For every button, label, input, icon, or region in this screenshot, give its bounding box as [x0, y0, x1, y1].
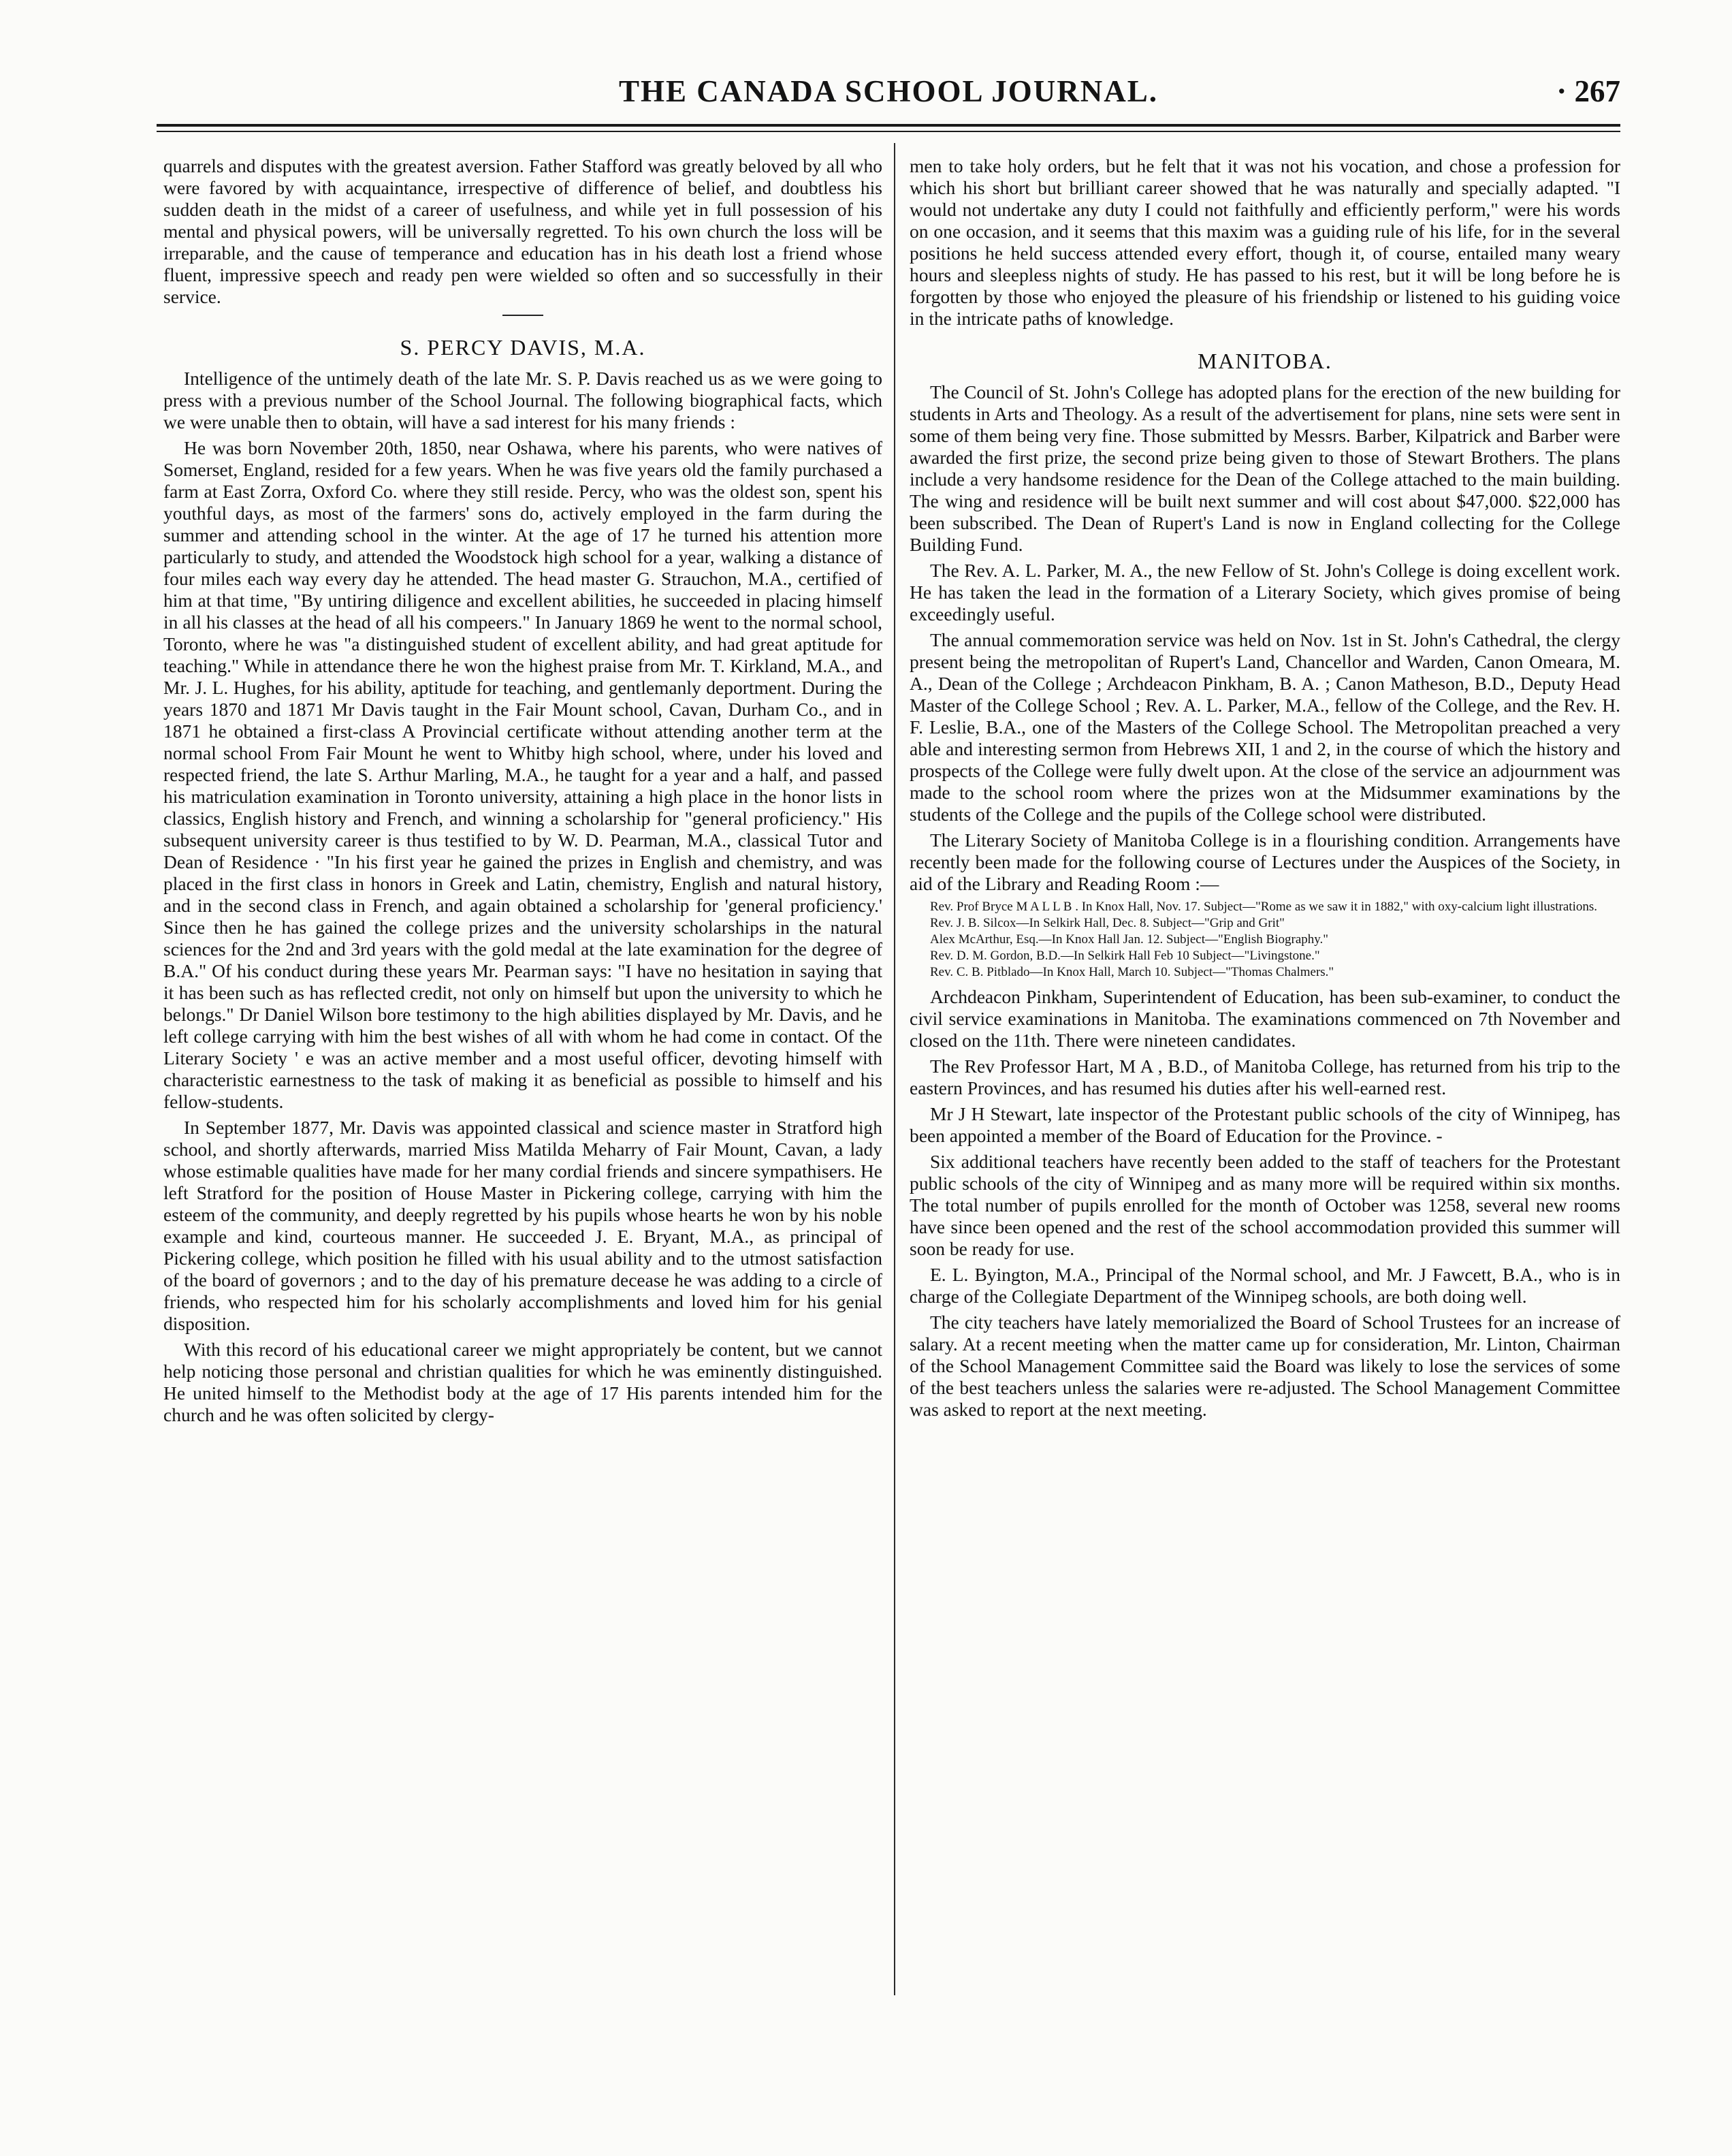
lecture-item: Rev. D. M. Gordon, B.D.—In Selkirk Hall Feb 10 Subject—"Livingstone."	[930, 949, 1320, 963]
manitoba-paragraph-9: E. L. Byington, M.A., Principal of the Normal school, and Mr. J Fawcett, B.A., who is in charge of the Collegiate Department of the Winnipeg schools, are both doing well.	[910, 1264, 1620, 1307]
manitoba-paragraph-10: The city teachers have lately memorialized the Board of School Trustees for an increase of salary. At a recent meeting when the matter came up for consideration, Mr. Linton, Chairman of the School Management Committee said the Board was likely to lose the services of some of the best teachers unless the salaries were re-adjusted. The School Management Committee was asked to report at the next meeting.	[910, 1312, 1620, 1420]
davis-paragraph-2: He was born November 20th, 1850, near Oshawa, where his parents, who were natives of Somerset, England, resided for a few years. When he was five years old the family purchased a farm at East Zorra, Oxford Co. where they still reside. Percy, who was the oldest son, spent his youthful days, as most of the farmers' sons do, actively employed in the farm during the summer and attending school in the winter. At the age of 17 he turned his attention more particularly to study, and attended the Woodstock high school for a year, walking a distance of four miles each way every day he attended. The head master G. Strauchon, M.A., certified of him at that time, "By untiring diligence and excellent abilities, he succeeded in placing himself in all his classes at the head of all his compeers." In January 1869 he went to the normal school, Toronto, where he was "a distinguished student of excellent ability, and had great aptitude for teaching." While in attendance there he won the highest praise from Mr. T. Kirkland, M.A., and Mr. J. L. Hughes, for his ability, aptitude for teaching, and gentlemanly deportment. During the years 1870 and 1871 Mr Davis taught in the Fair Mount school, Cavan, Durham Co., and in 1871 he obtained a first-class A Provincial certificate without attending another term at the normal school From Fair Mount he went to Whitby high school, where, under his loved and respected friend, the late S. Arthur Marling, M.A., he taught for a year and a half, and passed his matriculation examination in Toronto university, attaining a high place in the honor lists in classics, English history and French, and winning a scholarship for "general proficiency." His subsequent university career is thus testified to by W. D. Pearman, M.A., classical Tutor and Dean of Residence · "In his first year he gained the prizes in English and chemistry, and was placed in the first class in honors in Greek and Latin, chemistry, English and natural history, and in the second class in French, and again obtained a scholarship for 'general proficiency.' Since then he has gained the college prizes and the university scholarships in the natural sciences for the 2nd and 3rd years with the gold medal at the late examination for the degree of B.A." Of his conduct during these years Mr. Pearman says: "I have no hesitation in saying that it has been such as has reflected credit, not only on himself but upon the university to which he belongs." Dr Daniel Wilson bore testimony to the high abilities displayed by Mr. Davis, and he left college carrying with him the best wishes of all with whom he had come in contact. Of the Literary Society ' e was an active member and a most useful officer, devoting himself with characteristic earnestness to the task of making it as beneficial as possible to himself and his fellow-students.	[163, 437, 882, 1112]
column-divider	[894, 143, 895, 1995]
davis-paragraph-3: In September 1877, Mr. Davis was appointed classical and science master in Stratford high school, and shortly afterwards, married Miss Matilda Meharry of Fair Mount, Cavan, a lady whose estimable qualities have made for her many cordial friends and sincere sympathisers. He left Stratford for the position of House Master in Pickering college, carrying with him the esteem of the community, and deeply regretted by his pupils whose hearts he won by his noble example and kind, courteous manner. He succeeded J. E. Bryant, M.A., as principal of Pickering college, which position he filled with his usual ability and to the utmost satisfaction of the board of governors ; and to the day of his premature decease he was adding to a circle of friends, who respected him for his scholarly accomplishments and loved him for his genial disposition.	[163, 1117, 882, 1334]
manitoba-paragraph-5: Archdeacon Pinkham, Superintendent of Education, has been sub-examiner, to conduct the civil service examinations in Manitoba. The examinations commenced on 7th November and closed on the 11th. There were nineteen candidates.	[910, 986, 1620, 1051]
lecture-item: Rev. J. B. Silcox—In Selkirk Hall, Dec. 8. Subject—"Grip and Grit"	[930, 916, 1285, 930]
section-heading-davis: S. PERCY DAVIS, M.A.	[400, 335, 646, 360]
lecture-item: Rev. Prof Bryce M A L L B . In Knox Hall, Nov. 17. Subject—"Rome as we saw it in 1882," with oxy-calcium light illustrations.	[930, 900, 1598, 914]
manitoba-paragraph-3: The annual commemoration service was held on Nov. 1st in St. John's Cathedral, the clergy present being the metropolitan of Rupert's Land, Chancellor and Warden, Canon Omeara, M. A., Dean of the College ; Archdeacon Pinkham, B. A. ; Canon Matheson, B.D., Deputy Head Master of the College School ; Rev. A. L. Parker, M.A., fellow of the College, and the Rev. H. F. Leslie, B.A., one of the Masters of the College School. The Metropolitan preached a very able and interesting sermon from Hebrews XII, 1 and 2, in the course of which the history and prospects of the College were fully dwelt upon. At the close of the service an adjournment was made to the school room where the prizes won at the Midsummer examinations by the students of the College and the pupils of the College school were distributed.	[910, 629, 1620, 825]
section-heading-manitoba: MANITOBA.	[1198, 349, 1332, 373]
lecture-list	[910, 899, 1620, 981]
manitoba-paragraph-1: The Council of St. John's College has adopted plans for the erection of the new building for students in Arts and Theology. As a result of the advertisement for plans, nine sets were sent in some of them being very fine. Those submitted by Messrs. Barber, Kilpatrick and Barber were awarded the first prize, the second prize being given to those of Stewart Brothers. The plans include a very handsome residence for the Dean of the College attached to the main building. The wing and residence will be built next summer and will cost about $47,000. $22,000 has been subscribed. The Dean of Rupert's Land is now in England collecting for the College Building Fund.	[910, 381, 1620, 555]
lecture-item: Alex McArthur, Esq.—In Knox Hall Jan. 12. Subject—"English Biography."	[930, 932, 1329, 947]
manitoba-paragraph-4: The Literary Society of Manitoba College is in a flourishing condition. Arrangements have recently been made for the following course of Lectures under the Auspices of the Society, in aid of the Library and Reading Room :—	[910, 829, 1620, 894]
header-rule-thin	[157, 131, 1620, 132]
lecture-item: Rev. C. B. Pitblado—In Knox Hall, March 10. Subject—"Thomas Chalmers."	[930, 965, 1334, 979]
journal-title: THE CANADA SCHOOL JOURNAL.	[618, 74, 1159, 108]
davis-paragraph-4: With this record of his educational career we might appropriately be content, but we cannot help noticing those personal and christian qualities for which he was eminently distinguished. He united himself to the Methodist body at the age of 17 His parents intended him for the church and he was often solicited by clergy-	[163, 1339, 882, 1425]
page-header	[157, 74, 1620, 117]
manitoba-paragraph-2: The Rev. A. L. Parker, M. A., the new Fellow of St. John's College is doing excellent work. He has taken the lead in the formation of a Literary Society, which gives promise of being exceedingly useful.	[910, 560, 1620, 624]
section-separator	[502, 315, 543, 316]
stafford-paragraph: quarrels and disputes with the greatest aversion. Father Stafford was greatly beloved by all who were favored by with acquaintance, irrespective of difference of belief, and doubtless his sudden death in the midst of a career of usefulness, and while yet in full possession of his mental and physical powers, will be universally regretted. To his own church the loss will be irreparable, and the cause of temperance and education has in his death lost a friend whose fluent, impressive speech and ready pen were wielded so often and so successfully in their service.	[163, 155, 882, 307]
right-column	[910, 155, 1620, 1425]
manitoba-paragraph-6: The Rev Professor Hart, M A , B.D., of Manitoba College, has returned from his trip to the eastern Provinces, and has resumed his duties after his well-earned rest.	[910, 1056, 1620, 1098]
davis-continuation-paragraph: men to take holy orders, but he felt that it was not his vocation, and chose a profession for which his short but brilliant career showed that he was naturally and specially adapted. "I would not undertake any duty I could not faithfully and efficiently perform," were his words on one occasion, and it seems that this maxim was a guiding rule of his life, for in the several positions he held success attended every effort, though it, of course, entailed many weary hours and sleepless nights of study. He has passed to his rest, but it will be long before he is forgotten by those who enjoyed the pleasure of his friendship or listened to his guiding voice in the intricate paths of knowledge.	[910, 155, 1620, 329]
header-rule-thick	[157, 124, 1620, 127]
davis-paragraph-1: Intelligence of the untimely death of the late Mr. S. P. Davis reached us as we were going to press with a previous number of the School Journal. The following biographical facts, which we were unable then to obtain, will have a sad interest for his many friends :	[163, 368, 882, 432]
left-column	[163, 155, 882, 1430]
manitoba-paragraph-7: Mr J H Stewart, late inspector of the Protestant public schools of the city of Winnipeg, has been appointed a member of the Board of Education for the Province. -	[910, 1103, 1620, 1146]
manitoba-paragraph-8: Six additional teachers have recently been added to the staff of teachers for the Protestant public schools of the city of Winnipeg and as many more will be required within six months. The total number of pupils enrolled for the month of October was 1258, several new rooms have since been opened and the rest of the school accommodation provided this summer will soon be ready for use.	[910, 1151, 1620, 1259]
page-number: · 267	[1556, 74, 1620, 108]
